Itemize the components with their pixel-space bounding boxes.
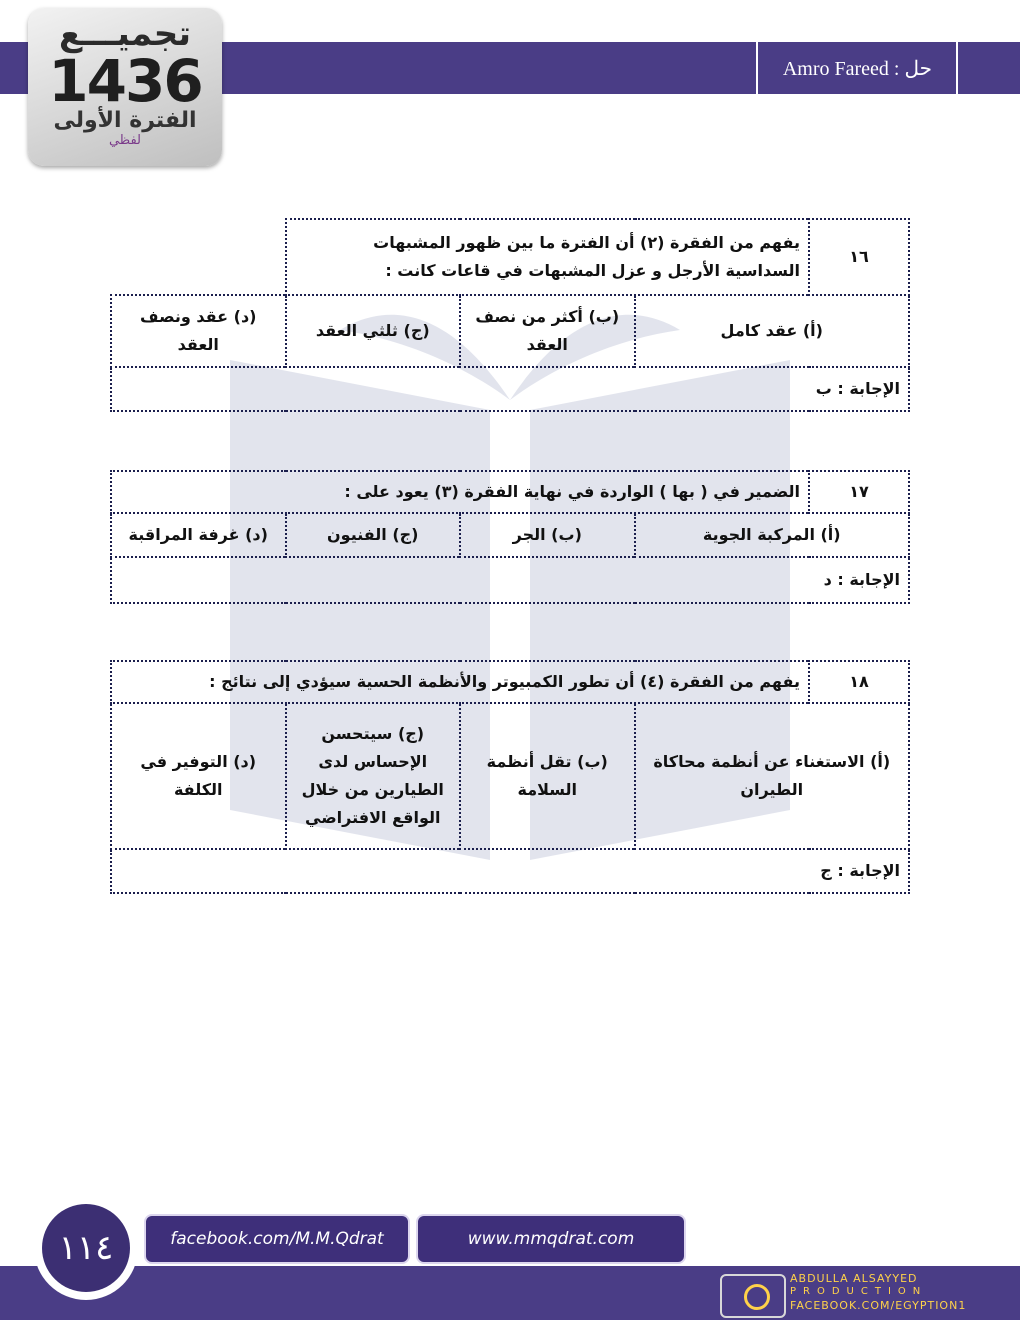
header-divider <box>756 42 758 94</box>
option-d[interactable]: (د) عقد ونصف العقد <box>111 295 286 367</box>
option-c[interactable]: (ج) ثلثي العقد <box>286 295 461 367</box>
answer: الإجابة : ج <box>111 849 909 893</box>
option-d[interactable]: (د) التوفير في الكلفة <box>111 703 286 849</box>
option-c[interactable]: (ج) الفنيون <box>286 513 461 557</box>
logo-period: الفترة الأولى <box>53 108 197 133</box>
question-18-table <box>110 660 910 894</box>
production-url[interactable]: FACEBOOK.COM/EGYPTION1 <box>790 1299 967 1312</box>
header-divider <box>956 42 958 94</box>
option-b[interactable]: (ب) أكثر من نصف العقد <box>460 295 635 367</box>
camera-icon <box>720 1274 786 1318</box>
option-c[interactable]: (ج) سيتحسن الإحساس لدى الطيارين من خلال الواقع الافتراضي <box>286 703 461 849</box>
solver-credit: حل : Amro Fareed <box>782 58 932 80</box>
production-name: ABDULLA ALSAYYED <box>790 1272 918 1285</box>
option-a[interactable]: (أ) الاستغناء عن أنظمة محاكاة الطيران <box>635 703 910 849</box>
website-link[interactable]: www.mmqdrat.com <box>416 1214 686 1264</box>
logo-title: تجميـــع <box>58 14 192 54</box>
production-credit <box>716 1272 1016 1316</box>
page-number: ١١٤ <box>42 1204 130 1292</box>
logo-year: 1436 <box>48 47 202 115</box>
option-b[interactable]: (ب) تقل أنظمة السلامة <box>460 703 635 849</box>
option-b[interactable]: (ب) الجر <box>460 513 635 557</box>
lens-icon <box>744 1284 770 1310</box>
answer: الإجابة : د <box>111 557 909 603</box>
question-stem: الضمير في ( بها ) الواردة في نهاية الفقرة (٣) يعود على : <box>111 471 809 513</box>
compilation-logo <box>28 8 222 166</box>
question-number: ١٧ <box>809 471 909 513</box>
facebook-link[interactable]: facebook.com/M.M.Qdrat <box>144 1214 410 1264</box>
production-label: PRODUCTION <box>790 1286 928 1297</box>
question-number: ١٦ <box>809 219 909 295</box>
question-number: ١٨ <box>809 661 909 703</box>
question-17-table <box>110 470 910 604</box>
answer: الإجابة : ب <box>111 367 909 411</box>
question-stem: يفهم من الفقرة (٤) أن تطور الكمبيوتر والأنظمة الحسية سيؤدي إلى نتائج : <box>111 661 809 703</box>
option-a[interactable]: (أ) المركبة الجوية <box>635 513 910 557</box>
question-stem: يفهم من الفقرة (٢) أن الفترة ما بين ظهور المشبهات السداسية الأرجل و عزل المشبهات في قاعات كانت : <box>286 219 810 295</box>
option-d[interactable]: (د) غرفة المراقبة <box>111 513 286 557</box>
option-a[interactable]: (أ) عقد كامل <box>635 295 910 367</box>
logo-section: لفظي <box>108 133 142 148</box>
question-16-table <box>110 218 910 412</box>
